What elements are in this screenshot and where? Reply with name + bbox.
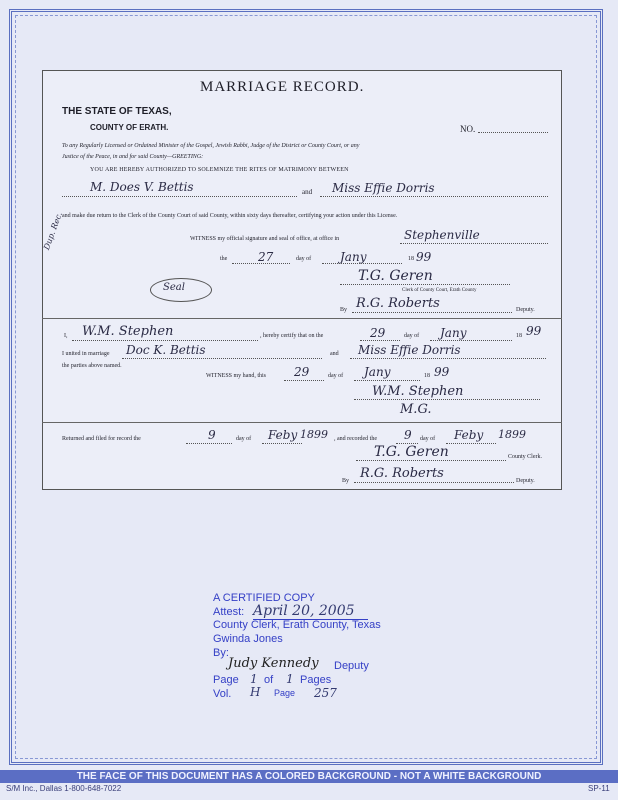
certified-clerk-line: County Clerk, Erath County, Texas bbox=[213, 619, 381, 631]
cert-year-prefix: 18 bbox=[516, 333, 522, 339]
return-clerk-label: County Clerk. bbox=[508, 454, 542, 460]
preamble-line-2: Justice of the Peace, in and for said County—GREETING: bbox=[62, 154, 204, 160]
cert-year: 99 bbox=[526, 324, 542, 338]
cert-witness-year: 99 bbox=[434, 365, 450, 379]
license-groom: M. Does V. Bettis bbox=[90, 180, 194, 194]
office-city: Stephenville bbox=[404, 228, 480, 242]
return-day: 9 bbox=[208, 428, 216, 442]
certified-vol: H bbox=[250, 685, 261, 699]
license-by-label: By bbox=[340, 307, 348, 313]
license-and: and bbox=[302, 188, 313, 196]
colored-background-banner: THE FACE OF THIS DOCUMENT HAS A COLORED BACKGROUND - NOT A WHITE BACKGROUND bbox=[0, 770, 618, 783]
certified-by-label: By: bbox=[213, 647, 229, 659]
license-clerk-title: Clerk of County Court, Erath County bbox=[402, 288, 477, 293]
certified-page-word: Page bbox=[274, 688, 296, 698]
cert-united-label: I united in marriage bbox=[62, 351, 110, 357]
cert-witness-text: WITNESS my hand, this bbox=[206, 373, 266, 379]
preamble-line-3: YOU ARE HEREBY AUTHORIZED TO SOLEMNIZE THE RITES OF MATRIMONY BETWEEN bbox=[90, 167, 349, 173]
state-label: THE STATE OF TEXAS, bbox=[62, 106, 172, 117]
cert-parties-label: the parties above named. bbox=[62, 363, 122, 369]
cert-witness-month: Jany bbox=[364, 365, 391, 379]
return-rec-day-of: day of bbox=[420, 436, 436, 442]
license-month: Jany bbox=[340, 250, 367, 264]
publisher-text: S/M Inc., Dallas 1-800-648-7022 bbox=[6, 784, 122, 793]
cert-day-of: day of bbox=[404, 333, 420, 339]
cert-day: 29 bbox=[370, 326, 386, 340]
return-year: 1899 bbox=[300, 428, 328, 441]
license-clerk-signature: T.G. Geren bbox=[358, 268, 433, 284]
cert-witness-year-prefix: 18 bbox=[424, 373, 430, 379]
marriage-record-form bbox=[42, 70, 562, 490]
certified-signature: Judy Kennedy bbox=[228, 656, 319, 671]
license-bride: Miss Effie Dorris bbox=[332, 181, 435, 195]
county-label: COUNTY OF ERATH. bbox=[90, 123, 169, 132]
return-filed-text: Returned and filed for record the bbox=[62, 436, 141, 442]
certified-page-num: 1 bbox=[250, 672, 258, 686]
certified-page-label: Page bbox=[213, 674, 239, 686]
certified-deputy-label: Deputy bbox=[334, 660, 369, 672]
preamble-line-1: To any Regularly Licensed or Ordained Minister of the Gospel, Jewish Rabbi, Judge of the District or County Court, or any bbox=[62, 143, 360, 149]
return-clerk-signature: T.G. Geren bbox=[374, 444, 449, 460]
license-deputy-signature: R.G. Roberts bbox=[356, 296, 440, 311]
return-instruction: and make due return to the Clerk of the County Court of said County, within sixty days thereafter, certifying your action under this License. bbox=[62, 213, 398, 219]
cert-witness-day: 29 bbox=[294, 365, 310, 379]
cert-groom: Doc K. Bettis bbox=[126, 343, 206, 357]
margin-note: Dup. Rec. bbox=[42, 210, 64, 252]
return-deputy-signature: R.G. Roberts bbox=[360, 466, 444, 481]
form-code: SP-11 bbox=[588, 784, 610, 793]
cert-certify-text: , hereby certify that on the bbox=[260, 333, 324, 339]
officiant-name: W.M. Stephen bbox=[82, 324, 174, 339]
return-deputy-label: Deputy. bbox=[516, 478, 535, 484]
certified-of-label: of bbox=[264, 674, 274, 686]
license-day: 27 bbox=[258, 250, 274, 264]
return-by-label: By bbox=[342, 478, 350, 484]
license-year-prefix: 18 bbox=[408, 256, 414, 262]
certified-vol-label: Vol. bbox=[213, 688, 232, 700]
return-rec-day: 9 bbox=[404, 428, 412, 442]
cert-and-label: and bbox=[330, 351, 339, 357]
license-the-label: the bbox=[220, 256, 228, 262]
cert-officiant-title: M.G. bbox=[400, 402, 432, 417]
record-title: MARRIAGE RECORD. bbox=[200, 79, 365, 95]
certified-page-ref: 257 bbox=[314, 686, 337, 700]
return-day-of: day of bbox=[236, 436, 252, 442]
cert-officiant-signature: W.M. Stephen bbox=[372, 384, 464, 399]
return-month: Feby bbox=[268, 428, 298, 442]
cert-i-label: I, bbox=[64, 333, 68, 339]
record-number-label: NO. bbox=[460, 124, 476, 134]
certified-heading: A CERTIFIED COPY bbox=[213, 592, 315, 604]
license-deputy-label: Deputy. bbox=[516, 307, 535, 313]
certified-pages-total: 1 bbox=[286, 672, 294, 686]
seal-text: Seal bbox=[163, 282, 185, 293]
cert-bride: Miss Effie Dorris bbox=[358, 343, 461, 357]
license-witness-text: WITNESS my official signature and seal of office, at office in bbox=[190, 236, 340, 242]
return-recorded-text: , and recorded the bbox=[334, 436, 377, 442]
return-rec-month: Feby bbox=[454, 428, 484, 442]
cert-witness-day-of: day of bbox=[328, 373, 344, 379]
return-rec-year: 1899 bbox=[498, 428, 526, 441]
attest-date: April 20, 2005 bbox=[253, 603, 355, 619]
cert-month: Jany bbox=[440, 326, 467, 340]
license-day-of: day of bbox=[296, 256, 312, 262]
certified-pages-label: Pages bbox=[300, 674, 332, 686]
license-year: 99 bbox=[416, 250, 432, 264]
attest-label: Attest: bbox=[213, 606, 245, 618]
certified-name: Gwinda Jones bbox=[213, 633, 283, 645]
